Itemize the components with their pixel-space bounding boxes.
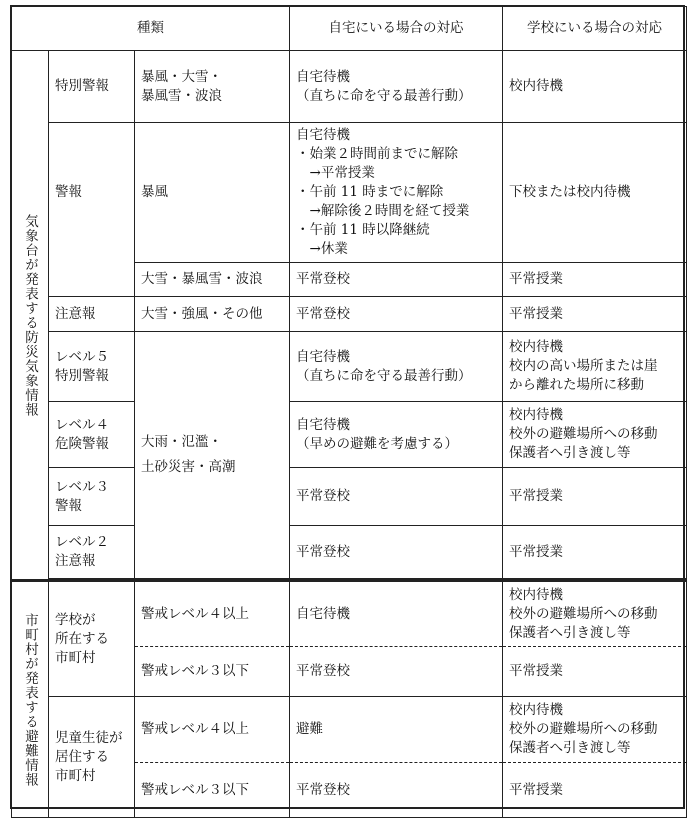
home-cell: 避難 [290, 697, 503, 763]
school-cell: 平常授業 [503, 297, 687, 332]
school-cell: 校内待機 校外の避難場所への移動 保護者へ引き渡し等 [503, 581, 687, 647]
home-cell: 平常登校 [290, 297, 503, 332]
school-cell: 平常授業 [503, 763, 687, 818]
type-cell-shared: 大雨・氾濫・ 土砂災害・高潮 [135, 332, 290, 579]
table-row [12, 402, 687, 468]
school-cell: 平常授業 [503, 647, 687, 697]
table-row [12, 297, 687, 332]
home-cell: 自宅待機 （直ちに命を守る最善行動） [290, 51, 503, 123]
table-row [12, 468, 687, 526]
school-cell: 平常授業 [503, 526, 687, 579]
school-cell: 校内待機 校内の高い場所または崖 から離れた場所に移動 [503, 332, 687, 402]
type-cell: 警戒レベル３以下 [135, 763, 290, 818]
home-cell: 平常登校 [290, 763, 503, 818]
table-row [12, 697, 687, 763]
header-home: 自宅にいる場合の対応 [290, 7, 503, 51]
level-cell: レベル４ 危険警報 [49, 402, 135, 468]
type-cell: 暴風・大雪・ 暴風雪・波浪 [135, 51, 290, 123]
school-cell: 下校または校内待機 [503, 123, 687, 263]
level-cell: レベル２ 注意報 [49, 526, 135, 579]
type-cell: 警戒レベル３以下 [135, 647, 290, 697]
level-cell: 注意報 [49, 297, 135, 332]
home-cell: 平常登校 [290, 263, 503, 297]
type-cell: 大雪・暴風雪・波浪 [135, 263, 290, 297]
home-cell: 平常登校 [290, 468, 503, 526]
area-cell: 学校が 所在する 市町村 [49, 581, 135, 697]
level-cell: レベル５ 特別警報 [49, 332, 135, 402]
home-cell: 平常登校 [290, 526, 503, 579]
area-cell: 児童生徒が 居住する 市町村 [49, 697, 135, 818]
table-row [12, 332, 687, 402]
home-cell: 自宅待機 ・始業２時間前までに解除 →平常授業 ・午前 11 時までに解除 →解除後２時間を経て授業 ・午前 11 時以降継続 →休業 [290, 123, 503, 263]
home-cell: 自宅待機 [290, 581, 503, 647]
school-cell: 校内待機 校外の避難場所への移動 保護者へ引き渡し等 [503, 402, 687, 468]
header-row [12, 7, 687, 51]
type-cell: 警戒レベル４以上 [135, 697, 290, 763]
table-row [12, 581, 687, 647]
type-cell: 暴風 [135, 123, 290, 263]
school-cell: 平常授業 [503, 263, 687, 297]
section1-label: 気象台が発表する防災気象情報 [12, 51, 49, 581]
school-cell: 校内待機 校外の避難場所への移動 保護者へ引き渡し等 [503, 697, 687, 763]
table-row [12, 526, 687, 579]
level-cell: レベル３ 警報 [49, 468, 135, 526]
table-row [12, 123, 687, 263]
home-cell: 自宅待機 （早めの避難を考慮する） [290, 402, 503, 468]
type-cell: 大雪・強風・その他 [135, 297, 290, 332]
level-cell: 警報 [49, 123, 135, 297]
section2-label: 市町村が発表する避難情報 [12, 581, 49, 818]
home-cell: 自宅待機 （直ちに命を守る最善行動） [290, 332, 503, 402]
type-cell: 警戒レベル４以上 [135, 581, 290, 647]
school-cell: 平常授業 [503, 468, 687, 526]
header-school: 学校にいる場合の対応 [503, 7, 687, 51]
table-row [12, 51, 687, 123]
school-cell: 校内待機 [503, 51, 687, 123]
home-cell: 平常登校 [290, 647, 503, 697]
disaster-response-table [11, 6, 687, 818]
level-cell: 特別警報 [49, 51, 135, 123]
header-category: 種類 [12, 7, 290, 51]
